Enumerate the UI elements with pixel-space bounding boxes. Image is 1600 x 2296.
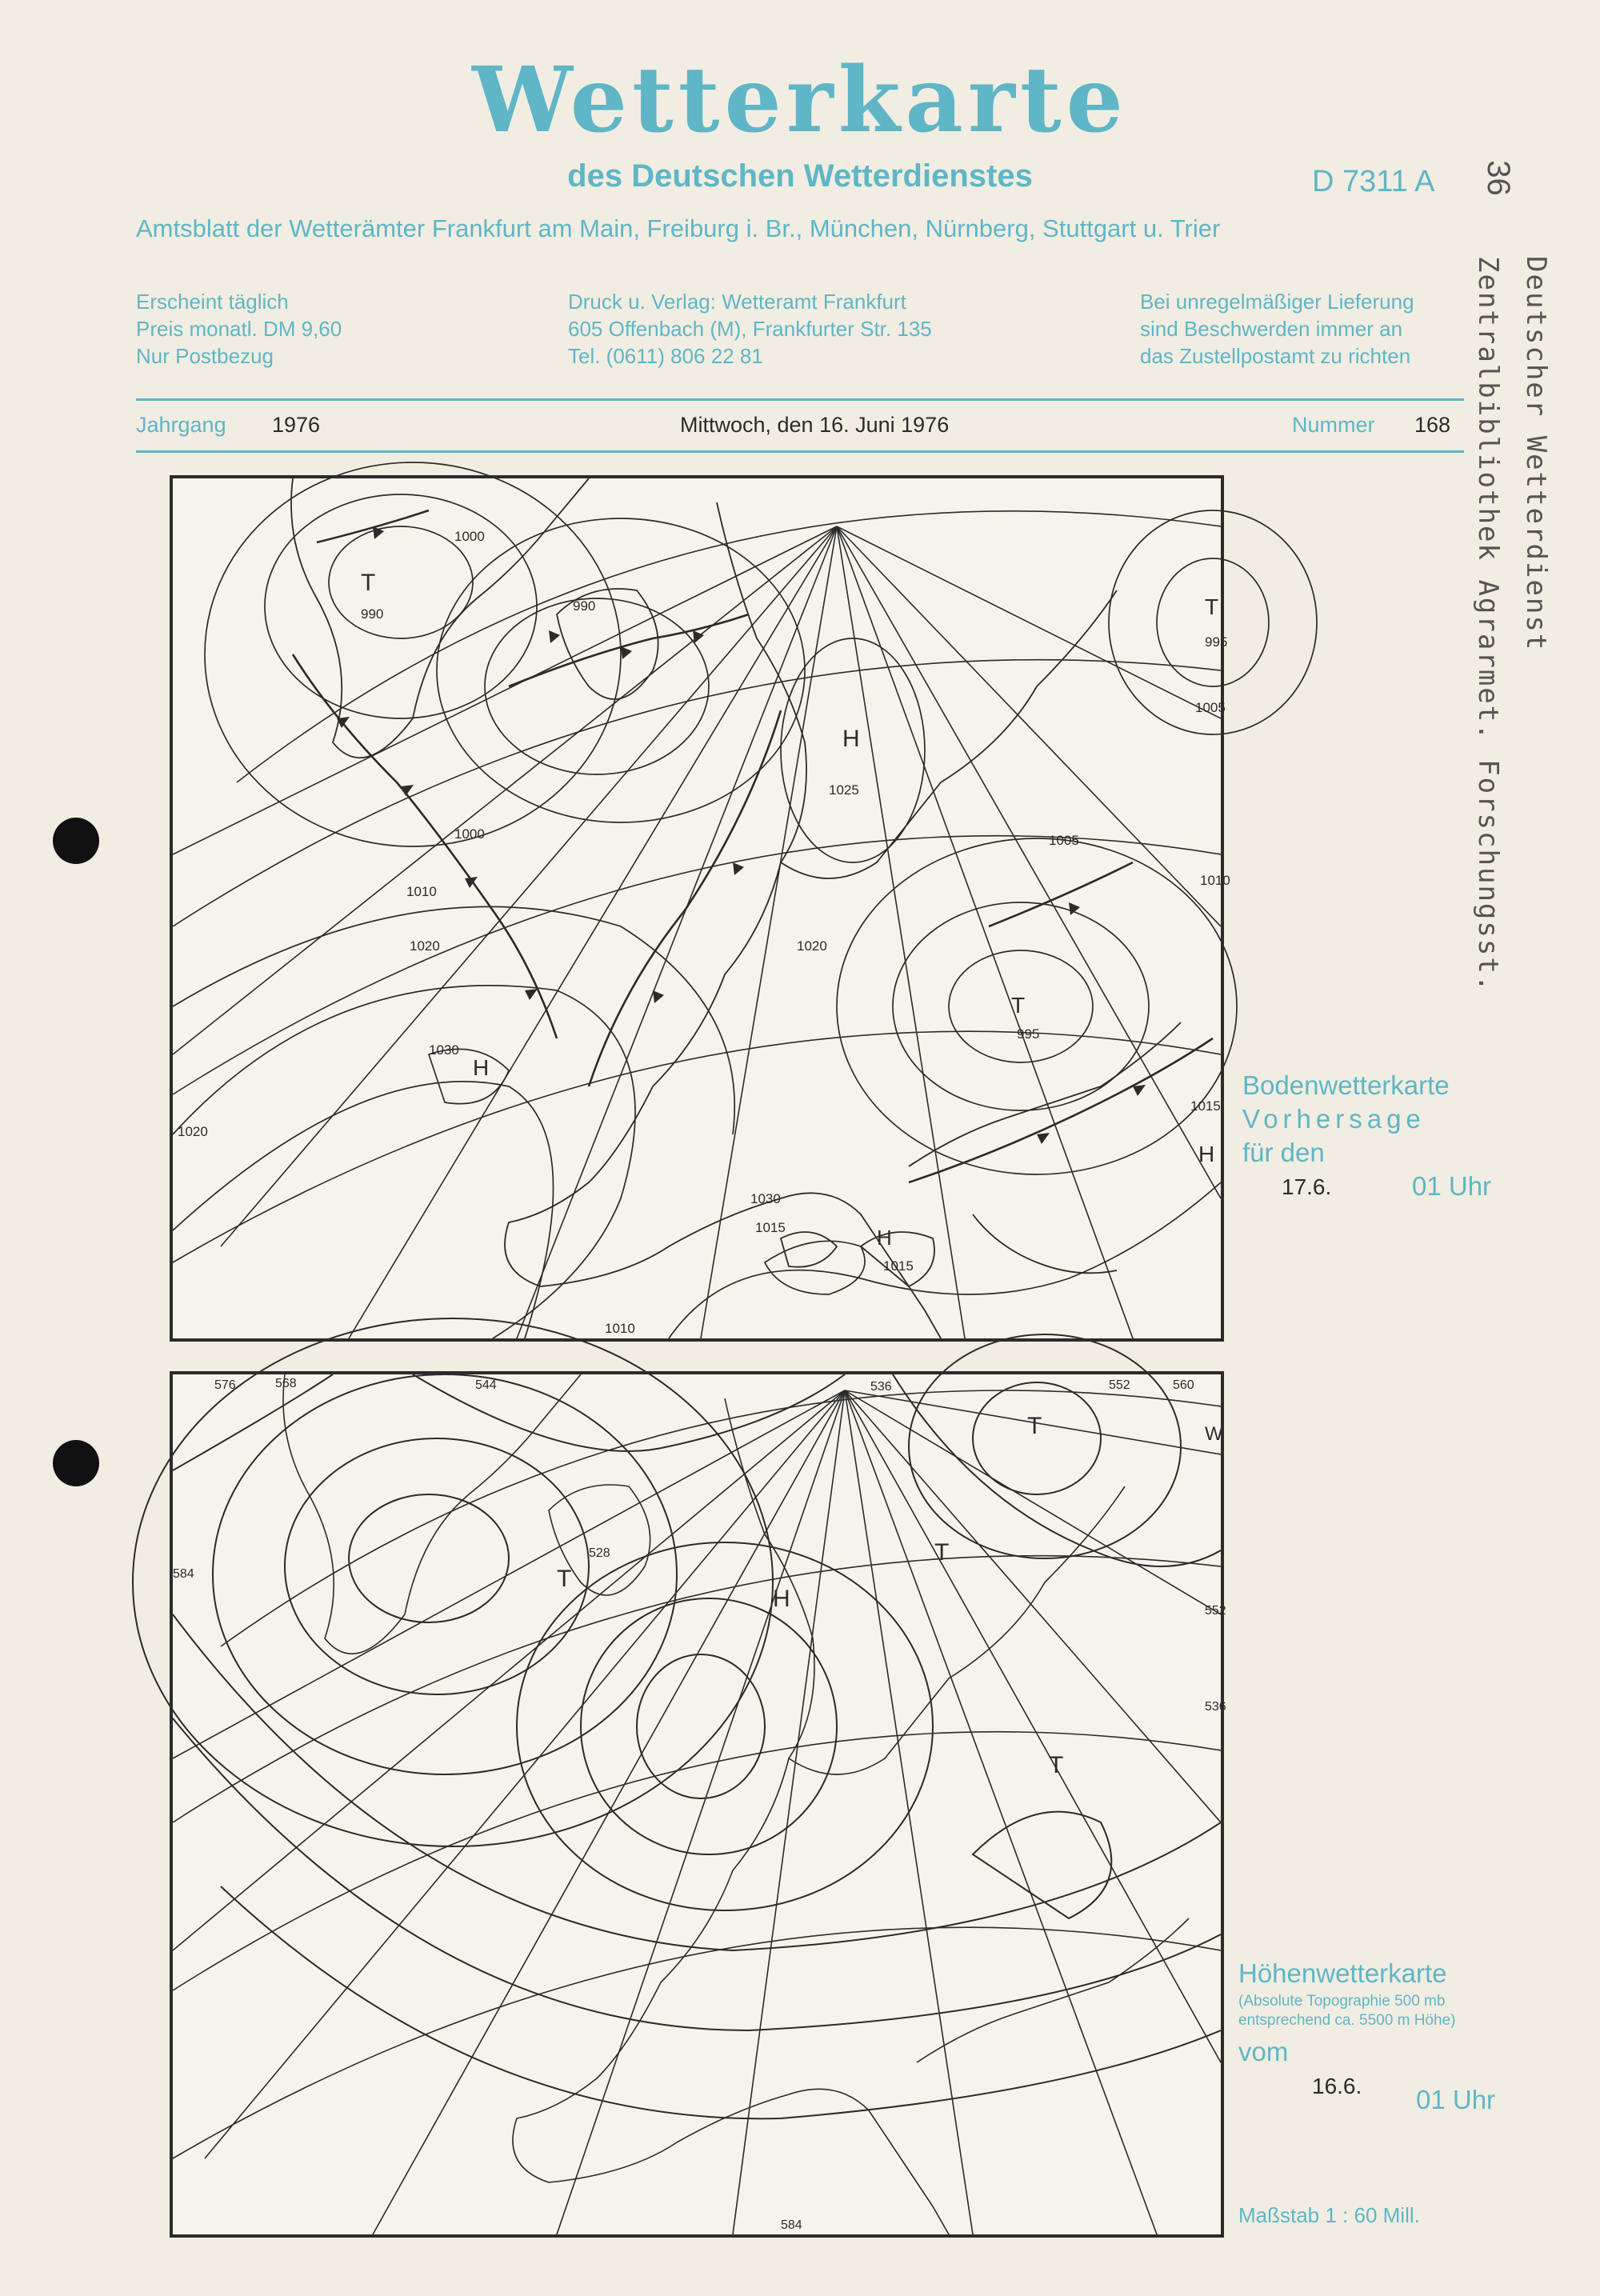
surface-map-labels	[178, 529, 1230, 1336]
upper-air-map	[170, 1371, 1224, 2238]
issue-date: Mittwoch, den 16. Juni 1976	[680, 413, 950, 437]
library-stamp-line2: Zentralbibliothek Agrarmet. Forschungsst.	[1472, 256, 1504, 994]
isobar-label: 1015	[1190, 1098, 1221, 1114]
amtsblatt-line: Amtsblatt der Wetterämter Frankfurt am Main, Freiburg i. Br., München, Nürnberg, Stuttgart u. Trier	[136, 214, 1221, 242]
contour-label: 584	[173, 1567, 194, 1581]
isobar-label: 1010	[605, 1321, 635, 1336]
low-pressure-label: T	[1205, 594, 1219, 619]
isobar-label: 1025	[829, 782, 859, 798]
upper-map-date: 16.6.	[1312, 2074, 1362, 2098]
contour-label: 544	[475, 1378, 497, 1392]
newspaper-subtitle: des Deutschen Wetterdienstes	[567, 158, 1033, 194]
height-contours	[133, 1318, 1221, 2118]
info-right-line: das Zustellpostamt zu richten	[1140, 344, 1411, 368]
caption-for: für den	[1242, 1138, 1325, 1167]
caption-forecast: Vorhersage	[1242, 1104, 1426, 1134]
contour-label: 552	[1109, 1378, 1130, 1392]
high-pressure-label: H	[773, 1586, 790, 1612]
info-center-line: Tel. (0611) 806 22 81	[568, 344, 763, 368]
coastlines	[291, 478, 1181, 1338]
contour-label: 568	[275, 1377, 297, 1390]
low-pressure-label: T	[1027, 1413, 1042, 1439]
isobar-label: 990	[361, 606, 384, 622]
info-left-line: Erscheint täglich	[136, 290, 289, 314]
surface-weather-map	[170, 475, 1230, 1342]
info-center-line: Druck u. Verlag: Wetteramt Frankfurt	[568, 290, 906, 314]
isobar-label: 1020	[410, 938, 440, 954]
contour-label: 536	[1205, 1700, 1226, 1714]
header-rule-top	[136, 398, 1464, 401]
isobar-label: 1020	[797, 938, 827, 954]
info-left	[136, 288, 342, 370]
info-right	[1140, 288, 1414, 370]
info-right-line: Bei unregelmäßiger Lieferung	[1140, 290, 1414, 314]
contour-label: 560	[1173, 1378, 1194, 1392]
surface-map-time: 01 Uhr	[1412, 1171, 1492, 1201]
high-pressure-label: H	[877, 1226, 892, 1250]
isobar-label: 1000	[454, 826, 485, 842]
info-center	[568, 288, 932, 370]
info-right-line: sind Beschwerden immer an	[1140, 317, 1403, 341]
low-pressure-label: T	[557, 1566, 572, 1592]
isobar-label: 990	[573, 598, 596, 614]
surface-map-date: 17.6.	[1282, 1174, 1332, 1199]
info-left-line: Nur Postbezug	[136, 344, 274, 368]
isobar-label: 1005	[1049, 833, 1079, 848]
punch-hole	[53, 818, 99, 864]
jahrgang-label: Jahrgang	[136, 413, 226, 437]
upper-map-caption-from: vom	[1238, 2037, 1289, 2066]
info-left-line: Preis monatl. DM 9,60	[136, 317, 342, 341]
isobar-label: 1000	[454, 529, 485, 544]
nummer-label: Nummer	[1292, 413, 1375, 437]
surface-map-drawing	[173, 478, 1230, 1338]
isobar-label: 1015	[755, 1220, 786, 1235]
low-pressure-label: T	[361, 570, 376, 596]
isobars	[173, 462, 1317, 1338]
surface-map-caption	[1242, 1069, 1450, 1170]
isobar-label: 1020	[178, 1124, 208, 1139]
contour-label: 528	[589, 1546, 610, 1560]
upper-map-labels	[173, 1377, 1226, 2232]
isobar-label: 1010	[406, 884, 437, 899]
header-rule-bottom	[136, 450, 1464, 453]
upper-map-drawing	[173, 1374, 1226, 2234]
nummer-value: 168	[1414, 413, 1451, 437]
jahrgang-value: 1976	[272, 413, 321, 437]
upper-map-time: 01 Uhr	[1416, 2085, 1496, 2114]
high-pressure-label: H	[473, 1055, 490, 1080]
contour-label: 584	[781, 2218, 802, 2232]
caption-note-line: (Absolute Topographie 500 mb	[1238, 1993, 1446, 2010]
map-scale: Maßstab 1 : 60 Mill.	[1238, 2203, 1420, 2227]
caption-title: Bodenwetterkarte	[1242, 1070, 1450, 1100]
newspaper-title: Wetterkarte	[472, 48, 1128, 153]
warm-label: W	[1205, 1423, 1223, 1445]
contour-label: 552	[1205, 1604, 1226, 1618]
isobar-label: 995	[1205, 634, 1228, 650]
info-center-line: 605 Offenbach (M), Frankfurter Str. 135	[568, 317, 932, 341]
isobar-label: 1010	[1200, 873, 1230, 888]
low-pressure-label: T	[1049, 1752, 1064, 1778]
coastlines	[283, 1374, 1189, 2234]
high-pressure-label: H	[842, 726, 860, 752]
publication-code: D 7311 A	[1312, 165, 1435, 198]
isobar-label: 1015	[883, 1258, 914, 1274]
isobar-label: 995	[1017, 1026, 1040, 1042]
punch-hole	[53, 1440, 99, 1486]
caption-note-line: entsprechend ca. 5500 m Höhe)	[1238, 2012, 1456, 2029]
isobar-label: 1030	[429, 1042, 459, 1058]
contour-label: 576	[214, 1378, 236, 1392]
isobar-label: 1005	[1195, 700, 1226, 715]
library-stamp-line1: Deutscher Wetterdienst	[1520, 256, 1552, 652]
high-pressure-label: H	[1198, 1142, 1215, 1166]
contour-label: 536	[870, 1380, 892, 1394]
low-pressure-label: T	[934, 1539, 950, 1566]
low-pressure-label: T	[1011, 993, 1026, 1018]
handwritten-mark: 36	[1480, 160, 1516, 196]
upper-map-caption-note	[1238, 1992, 1455, 2030]
upper-map-caption-title: Höhenwetterkarte	[1238, 1958, 1447, 1988]
isobar-label: 1030	[750, 1191, 781, 1206]
